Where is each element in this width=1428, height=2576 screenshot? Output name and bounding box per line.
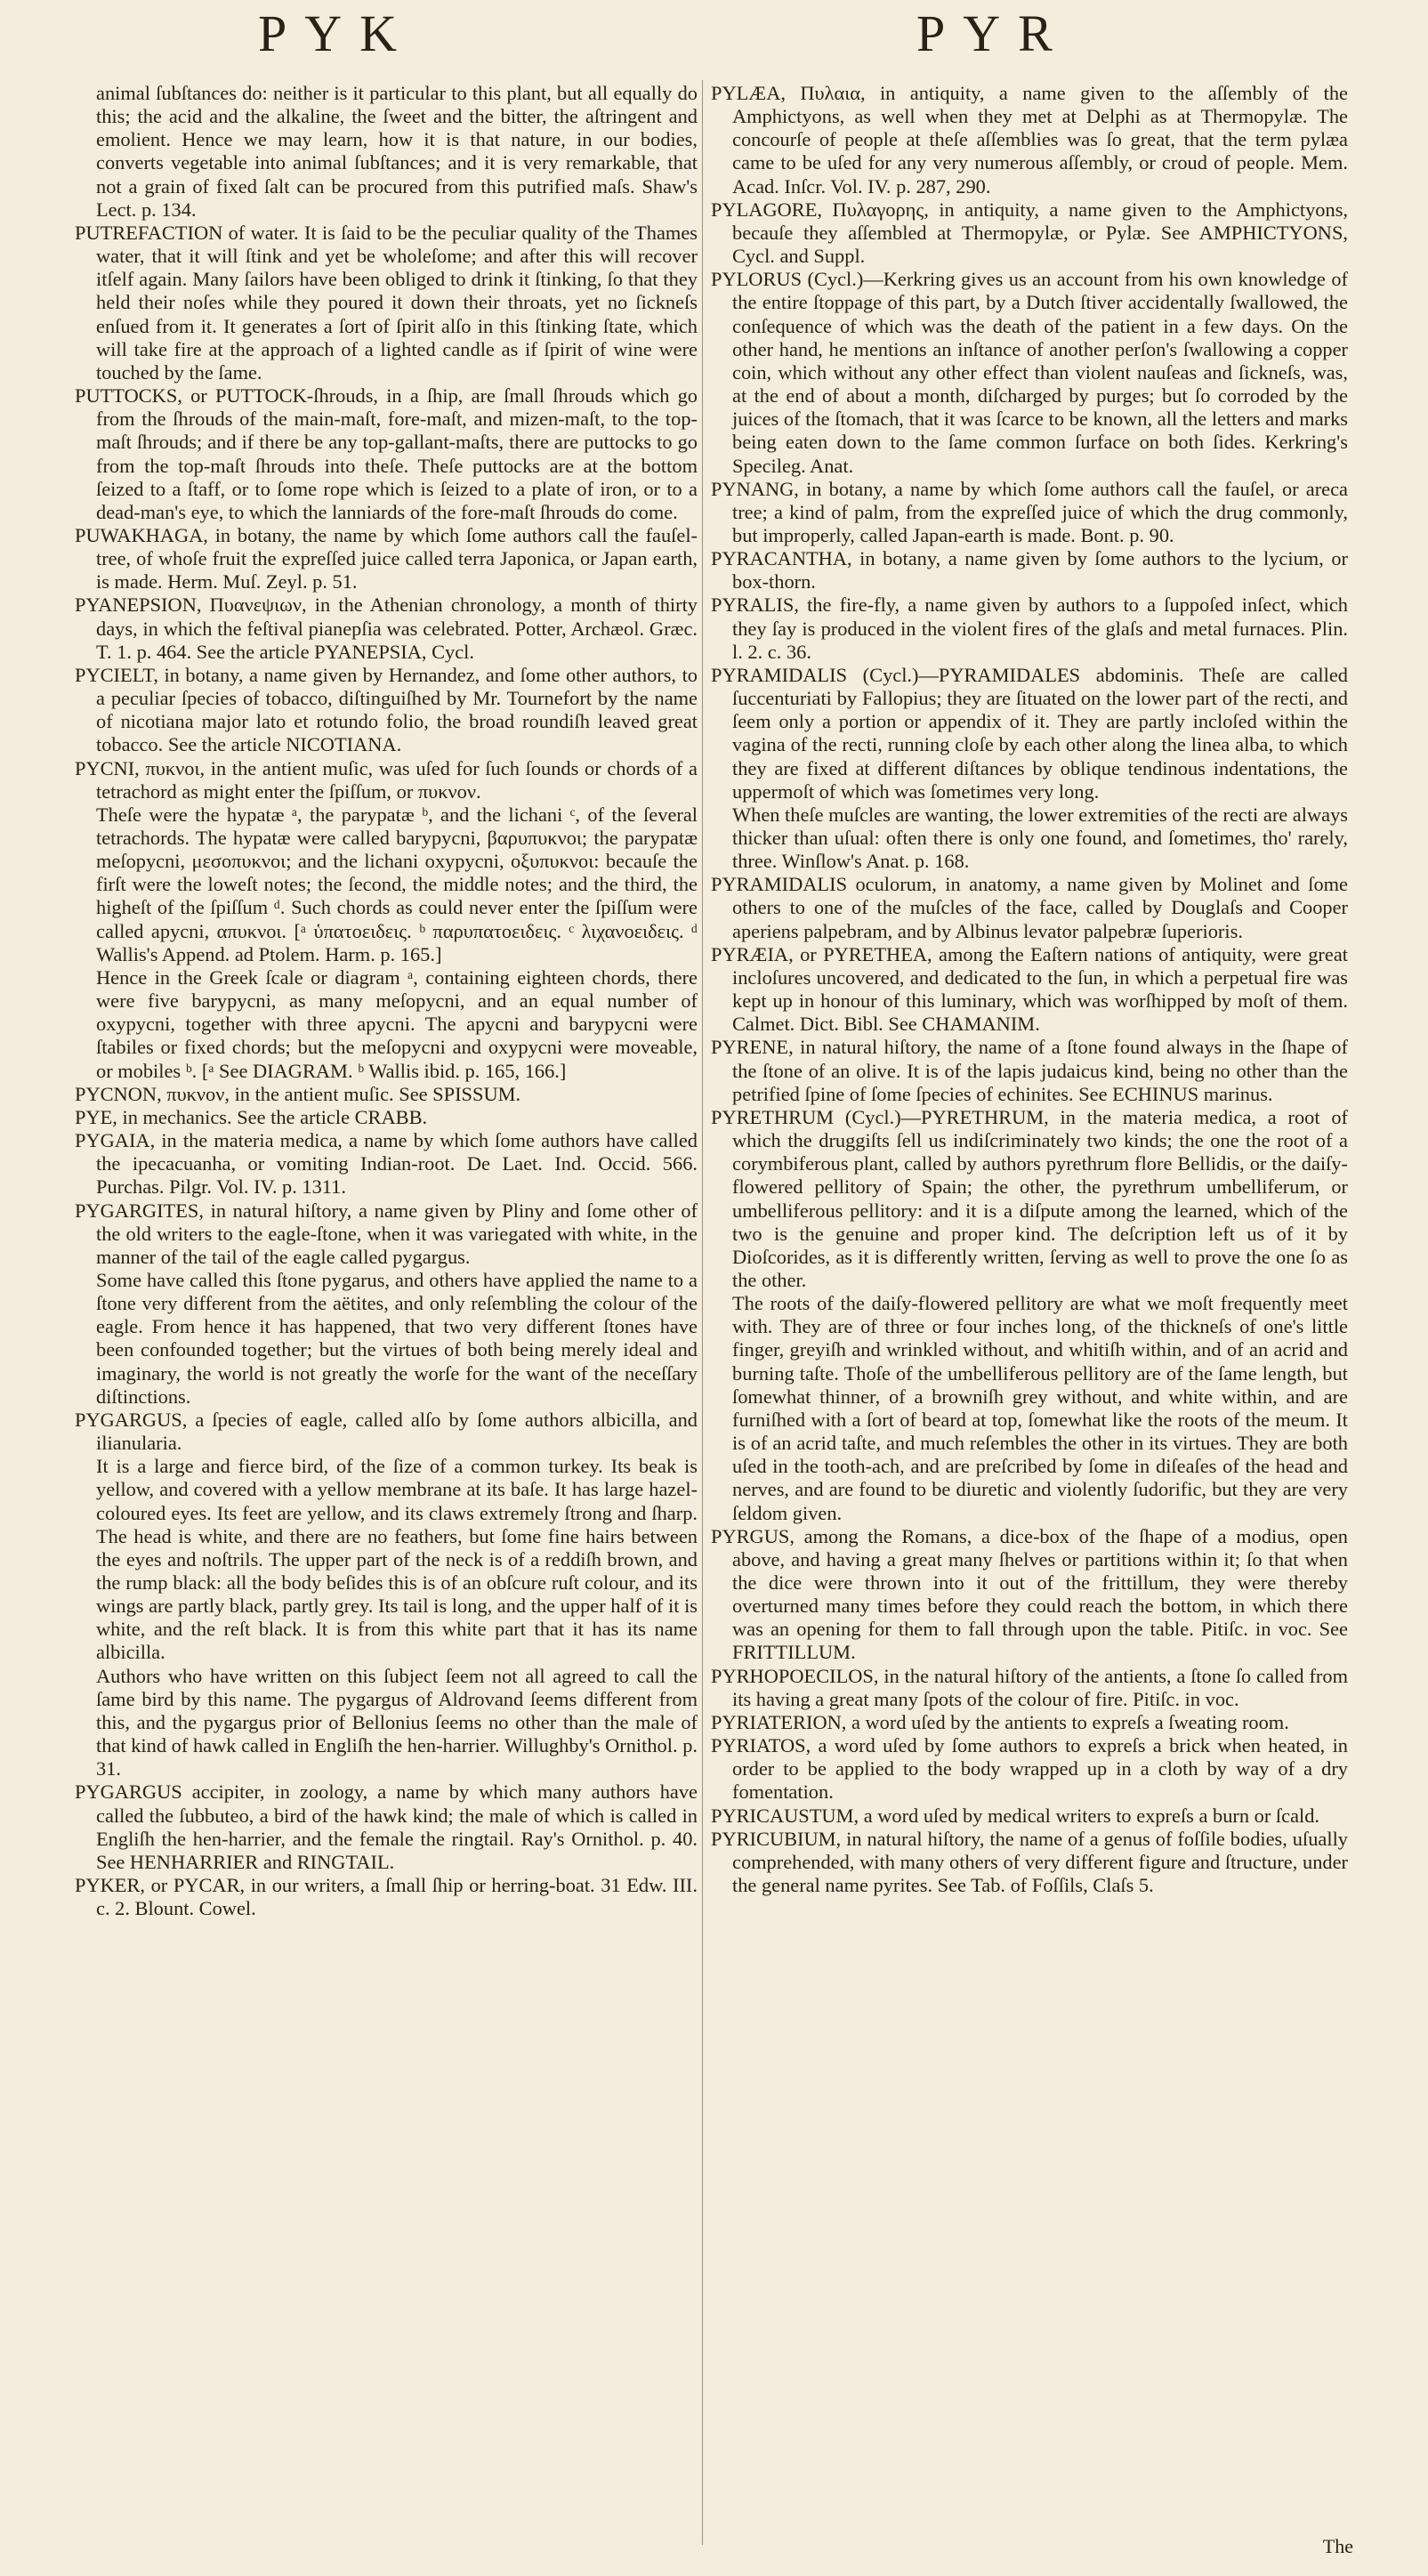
entry-continuation: The roots of the daiſy-flowered pellitory are what we moſt frequently meet with. They are of three or four inches long, of the thickneſs of one's little finger, greyiſh and wrinkled without, and whitiſh within, and of an acrid and burning taſte. Thoſe of the umbelliferous pellitory are of the ſame length, but ſomewhat thinner, of a browniſh grey without, and white within, and are furniſhed with a ſort of beard at top, ſomewhat like the roots of the meum. It is of an acrid taſte, and much reſembles the other in its virtues. They are both uſed in the tooth-ach, and are preſcribed by ſome in diſeaſes of the head and nerves, and are found to be diuretic and violently ſudorific, but they are very ſeldom given.	[732, 1292, 1348, 1524]
dictionary-entry: PYCNON, πυκνον, in the antient muſic. See SPISSUM.	[75, 1082, 521, 1105]
dictionary-entry: PYNANG, in botany, a name by which ſome authors call the fauſel, or areca tree; a kind of palm, from the expreſſed juice of which the drug commonly, but improperly, called Japan-earth is made. Bont. p. 90.	[711, 477, 1348, 546]
dictionary-entry: PYRIATERION, a word uſed by the antients to expreſs a ſweating room.	[711, 1710, 1289, 1733]
dictionary-entry: PYKER, or PYCAR, in our writers, a ſmall ſhip or herring-boat. 31 Edw. III. c. 2. Blount. Cowel.	[75, 1874, 698, 1920]
dictionary-entry: PYLAGORE, Πυλαγορης, in antiquity, a name given to the Amphictyons, becauſe they aſſembled at Thermopylæ, or Pylæ. See AMPHICTYONS, Cycl. and Suppl.	[711, 198, 1348, 268]
running-head-right: PYR	[916, 4, 1070, 62]
entry-continuation: animal ſubſtances do: neither is it particular to this plant, but all equally do this; the acid and the alkaline, the ſweet and the bitter, the aſtringent and emolient. Hence we may learn, how it is that nature, in our bodies, converts vegetable into animal ſubſtances; and it is very remarkable, that not a grain of fixed ſalt can be procured from this putrified maſs. Shaw's Lect. p. 134.	[96, 82, 698, 221]
dictionary-entry: PUTTOCKS, or PUTTOCK-ſhrouds, in a ſhip, are ſmall ſhrouds which go from the ſhrouds of the main-maſt, fore-maſt, and mizen-maſt, to the top-maſt ſhrouds; and if there be any top-gallant-maſts, there are puttocks to go from the top-maſt ſhrouds into theſe. Theſe puttocks are at the bottom ſeized to a ſtaff, or to ſome rope which is ſeized to a plate of iron, or to a dead-man's eye, to which the lanniards of the fore-maſt ſhrouds do come.	[75, 384, 698, 523]
entry-continuation: Authors who have written on this ſubject ſeem not all agreed to call the ſame bird by this name. The pygargus of Aldrovand ſeems different from this, and the pygargus prior of Bellonius ſeems no other than the male of that kind of hawk called in Engliſh the hen-harrier. Willughby's Ornithol. p. 31.	[96, 1664, 698, 1781]
dictionary-entry: PYE, in mechanics. See the article CRABB.	[75, 1105, 428, 1128]
dictionary-entry: PUWAKHAGA, in botany, the name by which ſome authors call the fauſel-tree, of whoſe fruit the expreſſed juice called terra Japonica, or Japan earth, is made. Herm. Muſ. Zeyl. p. 51.	[75, 523, 698, 594]
entry-continuation: Some have called this ſtone pygarus, and others have applied the name to a ſtone very different from the aëtites, and only reſembling the colour of the eagle. From hence it has happened, that two very different ſtones have been confounded together; but the virtues of both being merely ideal and imaginary, the world is not greatly the worſe for the want of the neceſſary diſtinctions.	[96, 1268, 698, 1408]
dictionary-entry: PYRAMIDALIS (Cycl.)—PYRAMIDALES abdominis. Theſe are called ſuccenturiati by Fallopius; they are ſituated on the lower part of the recti, and ſeem only a portion or appendix of it. They are partly incloſed within the vagina of the recti, running cloſe by each other along the linea alba, to which they are fixed at different diſtances by oblique tendinous indentations, the uppermoſt of which was ſometimes very long.	[711, 663, 1348, 803]
dictionary-entry: PYLÆA, Πυλαια, in antiquity, a name given to the aſſembly of the Amphictyons, as well when they met at Delphi as at Thermopylæ. The concourſe of people at theſe aſſemblies was ſo great, that the term pylæa came to be uſed for any very numerous aſſembly, or croud of people. Mem. Acad. Inſcr. Vol. IV. p. 287, 290.	[711, 82, 1348, 198]
dictionary-entry: PYLORUS (Cycl.)—Kerkring gives us an account from his own knowledge of the entire ſtoppage of this part, by a Dutch ſtiver accidentally ſwallowed, the conſequence of which was the death of the patient in a few days. On the other hand, he mentions an inſtance of another perſon's ſwallowing a copper coin, which without any other effect than violent nauſeas and ſickneſs, was, at the end of about a month, diſcharged by purges; but ſo corroded by the juices of the ſtomach, that it was ſcarce to be known, all the letters and marks being eaten down to the ſame common ſurface on both ſides. Kerkring's Specileg. Anat.	[711, 268, 1348, 477]
dictionary-entry: PYRÆIA, or PYRETHEA, among the Eaſtern nations of antiquity, were great incloſures uncovered, and dedicated to the ſun, in which a perpetual fire was kept up in honour of this luminary, which was worſhipped by moſt of them. Calmet. Dict. Bibl. See CHAMANIM.	[711, 942, 1348, 1036]
entry-continuation: Theſe were the hypatæ ᵃ, the parypatæ ᵇ, and the lichani ᶜ, of the ſeveral tetrachords. The hypatæ were called barypycni, βαρυπυκνοι; the parypatæ meſopycni, μεσοπυκνοι; and the lichani oxypycni, οξυπυκνοι: becauſe the firſt were the loweſt notes; the ſecond, the middle notes; and the third, the higheſt of the ſpiſſum ᵈ. Such chords as could never enter the ſpiſſum were called apycni, απυκνοι. [ᵃ ὑπατοειδεις. ᵇ παρυπατοειδεις. ᶜ λιχανοειδεις. ᵈ Wallis's Append. ad Ptolem. Harm. p. 165.]	[96, 803, 698, 965]
left-column	[75, 82, 698, 1920]
dictionary-entry: PYRALIS, the fire-fly, a name given by authors to a ſuppoſed inſect, which they ſay is produced in the violent fires of the glaſs and metal furnaces. Plin. l. 2. c. 36.	[711, 594, 1348, 663]
dictionary-entry: PYRHOPOECILOS, in the natural hiſtory of the antients, a ſtone ſo called from its having a great many ſpots of the colour of fire. Pitiſc. in voc.	[711, 1664, 1348, 1710]
dictionary-entry: PYRACANTHA, in botany, a name given by ſome authors to the lycium, or box-thorn.	[711, 547, 1348, 594]
dictionary-entry: PYRETHRUM (Cycl.)—PYRETHRUM, in the materia medica, a root of which the druggiſts ſell us indiſcriminately two kinds; the one the root of a corymbiferous plant, called by authors pyrethrum flore Bellidis, or the daiſy-flowered pellitory of Spain; the other, the pyrethrum umbelliferum, or umbelliferous pellitory: and it is a diſpute among the learned, which of the two is the genuine and proper kind. The deſcription left us of it by Dioſcorides, as it is differently written, ſerving as well to prove the one ſo as the other.	[711, 1105, 1348, 1291]
dictionary-entry: PYRICAUSTUM, a word uſed by medical writers to expreſs a burn or ſcald.	[711, 1804, 1320, 1827]
column-divider	[702, 80, 703, 2545]
catchword: The	[1322, 2535, 1353, 2557]
dictionary-entry: PYRICUBIUM, in natural hiſtory, the name of a genus of foſſile bodies, uſually comprehended, with many others of very different figure and ſtructure, under the general name pyrites. See Tab. of Foſſils, Claſs 5.	[711, 1827, 1348, 1897]
dictionary-entry: PYCNI, πυκνοι, in the antient muſic, was uſed for ſuch ſounds or chords of a tetrachord as might enter the ſpiſſum, or πυκνον.	[75, 756, 698, 803]
dictionary-entry: PYANEPSION, Πυανεψιων, in the Athenian chronology, a month of thirty days, in which the feſtival pianepſia was celebrated. Potter, Archæol. Græc. T. 1. p. 464. See the article PYANEPSIA, Cycl.	[75, 594, 698, 663]
page-header	[0, 0, 1428, 71]
right-column	[711, 82, 1348, 1897]
dictionary-entry: PYGARGITES, in natural hiſtory, a name given by Pliny and ſome other of the old writers to the eagle-ſtone, when it was variegated with white, in the manner of the tail of the eagle called pygargus.	[75, 1199, 698, 1268]
dictionary-entry: PYGARGUS, a ſpecies of eagle, called alſo by ſome authors albicilla, and ilianularia.	[75, 1408, 698, 1455]
dictionary-entry: PUTREFACTION of water. It is ſaid to be the peculiar quality of the Thames water, that it will ſtink and yet be wholeſome; and after this will recover itſelf again. Many ſailors have been obliged to drink it ſtinking, ſo that they held their noſes while they poured it down their throats, yet no ſickneſs enſued from it. It generates a ſort of ſpirit alſo in this ſtinking ſtate, which will take fire at the approach of a lighted candle as if ſpirit of wine were touched by the ſame.	[75, 221, 698, 384]
dictionary-entry: PYRGUS, among the Romans, a dice-box of the ſhape of a modius, open above, and having a great many ſhelves or partitions within it; ſo that when the dice were thrown into it out of the frittillum, they were thereby overturned many times before they could reach the bottom, in which there was an opening for them to fall through upon the table. Pitiſc. in voc. See FRITTILLUM.	[711, 1524, 1348, 1664]
dictionary-entry: PYCIELT, in botany, a name given by Hernandez, and ſome other authors, to a peculiar ſpecies of tobacco, diſtinguiſhed by Mr. Tournefort by the name of nicotiana major lato et rotundo folio, the broad roundiſh leaved great tobacco. See the article NICOTIANA.	[75, 663, 698, 756]
dictionary-entry: PYRENE, in natural hiſtory, the name of a ſtone found always in the ſhape of the ſtone of an olive. It is of the lapis judaicus kind, being no other than the petrified ſpine of ſome ſpecies of echinites. See ECHINUS marinus.	[711, 1036, 1348, 1105]
dictionary-entry: PYRIATOS, a word uſed by ſome authors to expreſs a brick when heated, in order to be applied to the body wrapped up in a cloth by way of a dry fomentation.	[711, 1734, 1348, 1804]
entry-continuation: When theſe muſcles are wanting, the lower extremities of the recti are always thicker than uſual: often there is only one found, and ſometimes, tho' rarely, three. Winſlow's Anat. p. 168.	[732, 803, 1348, 873]
dictionary-entry: PYGAIA, in the materia medica, a name by which ſome authors have called the ipecacuanha, or vomiting Indian-root. De Laet. Ind. Occid. 566. Purchas. Pilgr. Vol. IV. p. 1311.	[75, 1129, 698, 1199]
running-head-left: PYK	[258, 4, 415, 62]
entry-continuation: Hence in the Greek ſcale or diagram ᵃ, containing eighteen chords, there were five barypycni, as many meſopycni, and an equal number of oxypycni, together with three apycni. The apycni and barypycni were ſtabiles or fixed chords; but the meſopycni and oxypycni were moveable, or mobiles ᵇ. [ᵃ See DIAGRAM. ᵇ Wallis ibid. p. 165, 166.]	[96, 965, 698, 1082]
entry-continuation: It is a large and fierce bird, of the ſize of a common turkey. Its beak is yellow, and covered with a yellow membrane at its baſe. It has large hazel-coloured eyes. Its feet are yellow, and its claws extremely ſtrong and ſharp. The head is white, and there are no feathers, but ſome fine hairs between the eyes and noſtrils. The upper part of the neck is of a reddiſh brown, and the rump black: all the body beſides this is of an obſcure ruſt colour, and its wings are partly black, partly grey. Its tail is long, and the upper half of it is white, and the reſt black. It is from this white part that it has its name albicilla.	[96, 1455, 698, 1664]
dictionary-entry: PYRAMIDALIS oculorum, in anatomy, a name given by Molinet and ſome others to one of the muſcles of the face, called by Douglaſs and Cooper aperiens palpebram, and by Albinus levator palpebræ ſuperioris.	[711, 873, 1348, 942]
dictionary-entry: PYGARGUS accipiter, in zoology, a name by which many authors have called the ſubbuteo, a bird of the hawk kind; the male of which is called in Engliſh the hen-harrier, and the female the ringtail. Ray's Ornithol. p. 40. See HENHARRIER and RINGTAIL.	[75, 1781, 698, 1873]
